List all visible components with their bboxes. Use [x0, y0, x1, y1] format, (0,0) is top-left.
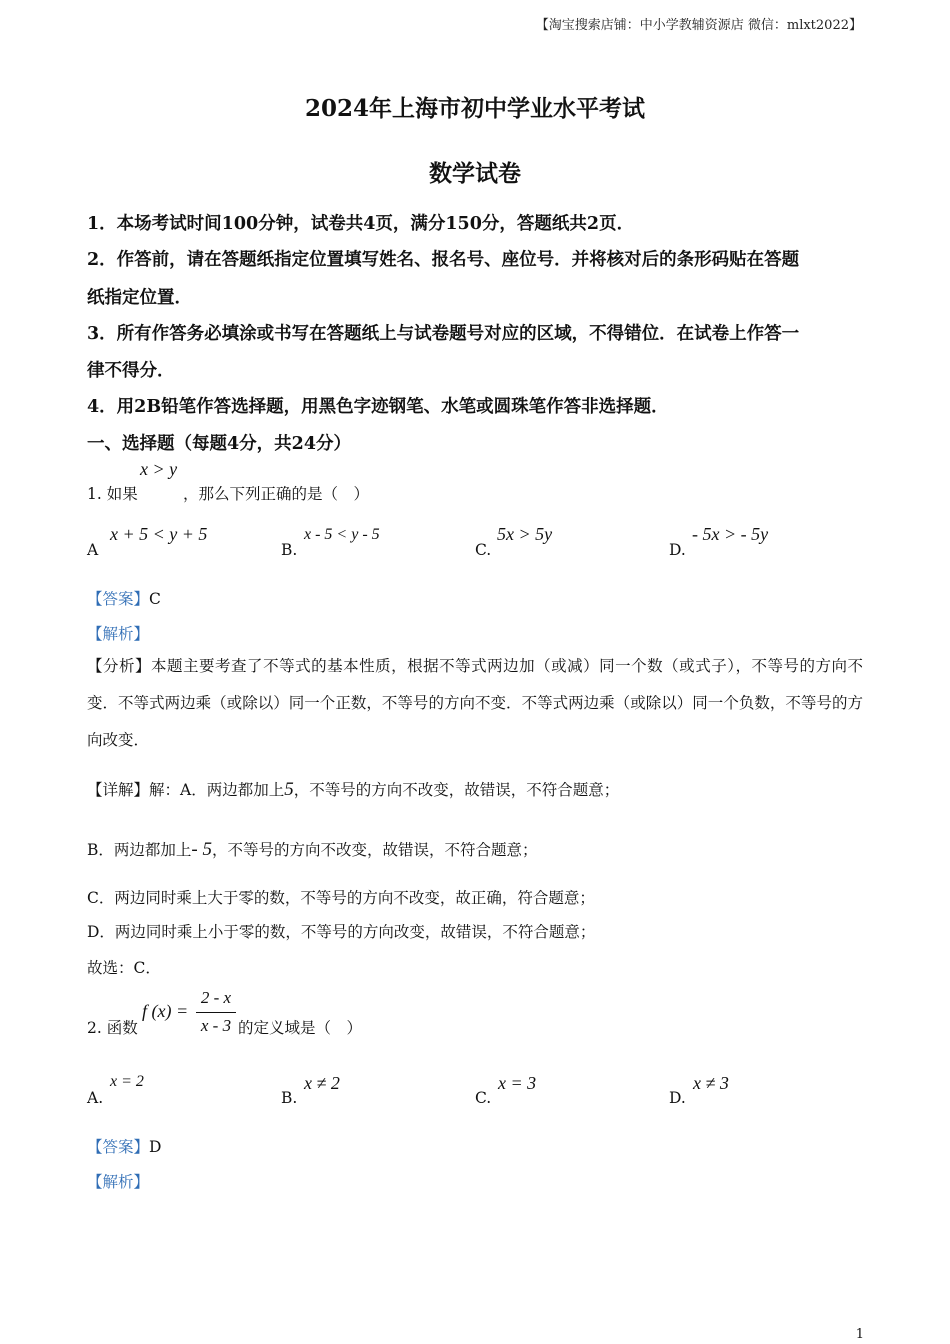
section-title: 一、选择题（每题4分，共24分） — [87, 434, 352, 454]
q2-denominator: x - 3 — [200, 1016, 232, 1035]
q2-option-letter: A. — [87, 1089, 104, 1107]
analysis-tag: 【解析】 — [87, 1173, 150, 1191]
q2-answer — [87, 1135, 161, 1157]
page-number: 1 — [855, 1327, 864, 1342]
q2-fraction — [196, 986, 236, 1038]
notice-line: 律不得分． — [87, 361, 175, 381]
q1-prefix: 如果 — [106, 485, 138, 503]
fenxi-text: 本题主要考查了不等式的基本性质，根据不等式两边加（或减）同一个数（或式子），不等号的方向不变．不等式两边乘（或除以）同一个正数，不等号的方向不变．不等式两边乘（或除以）同一个负数，不等号的方向改变． — [87, 657, 863, 749]
q2-function: f (x) = — [142, 1001, 189, 1021]
q2-option-expr: x = 2 — [110, 1073, 144, 1090]
notice-line: 纸指定位置． — [87, 288, 192, 308]
q2-option-letter: B. — [281, 1089, 298, 1107]
notice-line: 4．用2B铅笔作答选择题，用黑色字迹钢笔、水笔或圆珠笔作答非选择题． — [87, 397, 669, 417]
q2-option-expr: x = 3 — [498, 1073, 537, 1093]
detail-b-num: - 5 — [191, 839, 212, 860]
q2-option-expr: x ≠ 2 — [304, 1073, 340, 1093]
detail-b-pre: B．两边都加上 — [87, 841, 192, 859]
q1-answer — [87, 587, 161, 609]
q2-option-expr: x ≠ 3 — [693, 1073, 729, 1093]
notice-line: 1．本场考试时间100分钟，试卷共4页，满分150分，答题纸共2页． — [87, 214, 635, 234]
q2-option-letter: C. — [475, 1089, 492, 1107]
detail-a-num: 5 — [284, 779, 294, 800]
q1-option-expr: x - 5 < y - 5 — [304, 526, 380, 543]
analysis-tag: 【解析】 — [87, 625, 150, 643]
q2-stem — [87, 1016, 138, 1038]
q1-option-expr: x + 5 < y + 5 — [110, 524, 208, 544]
q1-option-expr: - 5x > - 5y — [692, 524, 769, 544]
answer-value: D — [149, 1138, 162, 1156]
q1-option-expr: 5x > 5y — [497, 524, 553, 544]
q1-detail-d: D．两边同时乘上小于零的数，不等号的方向改变，故错误，不符合题意； — [87, 923, 596, 941]
q2-number: 2. — [87, 1019, 102, 1037]
q1-suffix: ，那么下列正确的是（ ） — [183, 485, 370, 503]
fraction-bar — [196, 1012, 236, 1013]
q1-option-letter: D. — [669, 541, 686, 559]
q1-number: 1. — [87, 485, 102, 503]
answer-tag: 【答案】 — [87, 1138, 150, 1156]
notice-line: 3．所有作答务必填涂或书写在答题纸上与试卷题号对应的区域，不得错位．在试卷上作答一 — [87, 324, 800, 344]
q2-option-letter: D. — [669, 1089, 686, 1107]
q1-stem — [87, 482, 138, 504]
detail-a-pre: 解：A．两边都加上 — [149, 781, 285, 799]
fenxi-tag: 【分析】 — [87, 657, 152, 675]
q1-fenxi — [87, 648, 863, 759]
detail-b-post: ，不等号的方向不改变，故错误，不符合题意； — [211, 841, 538, 859]
q1-option-letter: C. — [475, 541, 492, 559]
detail-a-post: ，不等号的方向不改变，故错误，不符合题意； — [293, 781, 620, 799]
header-note: 【淘宝搜索店铺：中小学教辅资源店 微信：mlxt2022】 — [535, 18, 862, 33]
q2-suffix: 的定义域是（ ） — [238, 1019, 363, 1037]
q1-option-letter: A — [87, 541, 99, 559]
detail-tag: 【详解】 — [87, 781, 150, 799]
q2-prefix: 函数 — [106, 1019, 138, 1037]
q2-numerator: 2 - x — [200, 988, 232, 1007]
page-title: 2024年上海市初中学业水平考试 — [304, 95, 645, 122]
q1-conclusion: 故选：C． — [87, 959, 161, 977]
q1-option-letter: B. — [281, 541, 298, 559]
q1-condition: x > y — [140, 459, 178, 479]
q1-detail-c: C．两边同时乘上大于零的数，不等号的方向不改变，故正确，符合题意； — [87, 889, 595, 907]
answer-value: C — [149, 590, 161, 608]
notice-line: 2．作答前，请在答题纸指定位置填写姓名、报名号、座位号．并将核对后的条形码贴在答题 — [87, 250, 800, 270]
answer-tag: 【答案】 — [87, 590, 150, 608]
q1-detail-a — [87, 778, 619, 801]
q1-detail-b — [87, 838, 538, 861]
page-subtitle: 数学试卷 — [429, 160, 521, 187]
